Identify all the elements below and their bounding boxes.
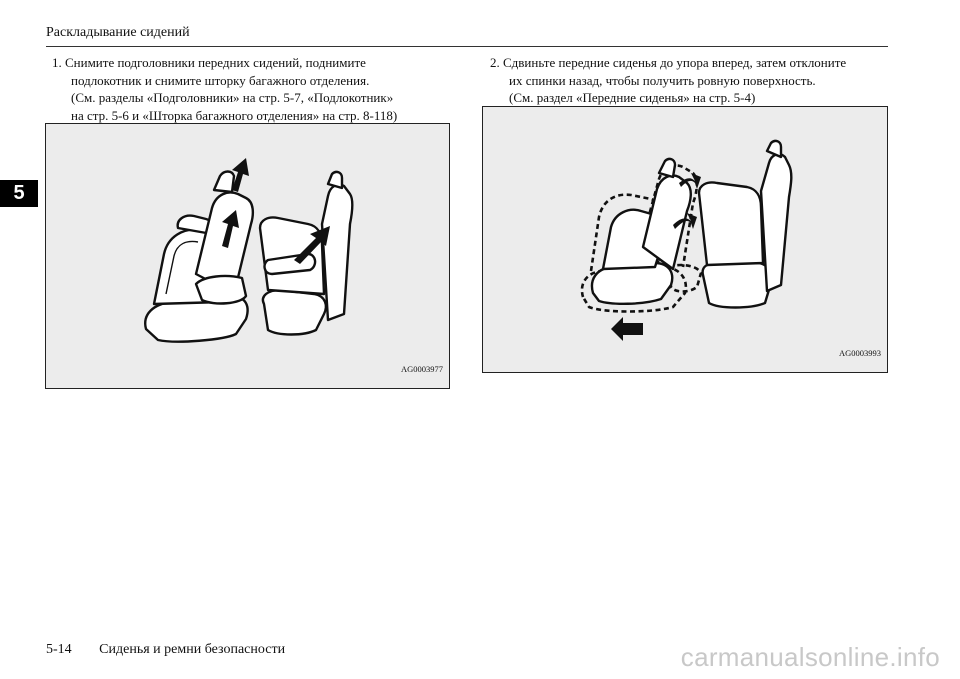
step-1-line: (См. разделы «Подголовники» на стр. 5-7, «Подлокотник» <box>71 90 394 105</box>
section-title: Сиденья и ремни безопасности <box>99 642 286 657</box>
header-rule <box>46 46 888 47</box>
rear-seat-side-back <box>761 154 791 291</box>
page-header-title: Раскладывание сидений <box>46 25 190 40</box>
page-footer <box>46 642 285 658</box>
seats-illustration-1 <box>46 124 448 387</box>
step-2-text <box>490 54 890 107</box>
step-2-line: 2. Сдвиньте передние сиденья до упора вперед, затем отклоните <box>490 55 847 70</box>
rear-seat-back <box>699 182 763 265</box>
rear-seat-cushion <box>703 263 772 308</box>
step-1-line: 1. Снимите подголовники передних сидений, поднимите <box>52 55 366 70</box>
step-2-line: их спинки назад, чтобы получить ровную поверхность. <box>509 72 816 88</box>
second-headrest <box>659 159 675 177</box>
page-number: 5-14 <box>46 642 72 657</box>
second-headrest <box>214 172 234 193</box>
chapter-tab: 5 <box>0 180 38 207</box>
step-1-line: на стр. 5-6 и «Шторка багажного отделения» на стр. 8-118) <box>71 107 398 123</box>
watermark: carmanualsonline.info <box>680 642 940 672</box>
figure-remove-headrests <box>45 123 450 389</box>
step-1-line: подлокотник и снимите шторку багажного отделения. <box>71 72 370 88</box>
second-seat-cushion <box>196 276 246 303</box>
arrow-forward-icon <box>611 317 643 341</box>
rear-headrest <box>328 172 342 188</box>
step-1-text <box>52 54 452 124</box>
rear-headrest <box>767 141 781 157</box>
figure-code: AG0003993 <box>838 348 881 358</box>
figure-slide-front-seats <box>482 106 888 373</box>
rear-seat-side-back <box>322 184 352 320</box>
step-2-line: (См. раздел «Передние сиденья» на стр. 5-4) <box>509 90 756 105</box>
seats-illustration-2 <box>483 107 886 371</box>
rear-seat-cushion <box>263 290 326 335</box>
figure-code: AG0003977 <box>400 364 443 374</box>
